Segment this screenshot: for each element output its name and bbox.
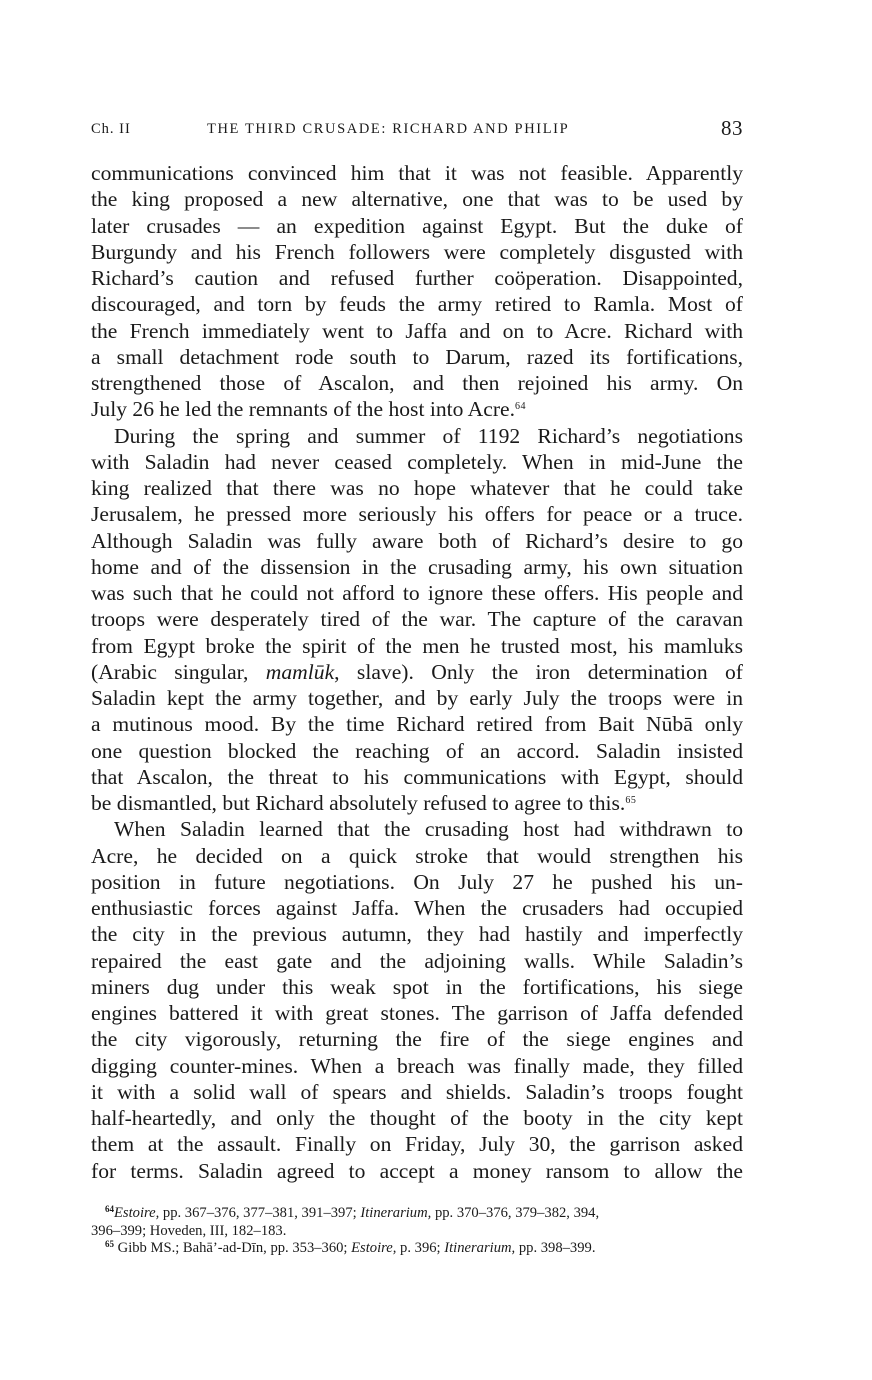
text-line: the city in the previous autumn, they had hastily and imperfectly [91,922,743,947]
text-line: During the spring and summer of 1192 Richard’s negotiations [114,423,743,448]
text-line: strengthened those of Ascalon, and then rejoined his army. On [91,371,743,395]
text-line: Richard’s caution and refused further coöperation. Disappointed, [91,266,743,290]
text-line: digging counter-mines. When a breach was finally made, they filled [91,1053,743,1078]
text-line: Acre, he decided on a quick stroke that would strengthen his [91,843,743,868]
citation-text: pp. 398–399. [515,1240,596,1256]
footnote-number: 65 [105,1239,114,1249]
text-line: that Ascalon, the threat to his communications with Egypt, should [91,764,743,789]
citation-text: Gibb MS.; Bahā’-ad-Dīn, pp. 353–360; [114,1240,352,1256]
source-title: Itinerarium, [360,1205,432,1221]
text-line: communications convinced him that it was not feasible. Apparently [91,161,743,185]
text-line: was such that he could not afford to ignore these offers. His people and [91,581,743,605]
text-line: the city vigorously, returning the fire of the siege engines and [91,1027,743,1052]
text-line: later crusades — an expedition against Egypt. But the duke of [91,213,743,238]
footnote-ref-65[interactable]: 65 [625,795,637,806]
text-line [91,790,743,816]
text-line [91,659,743,685]
text-line: repaired the east gate and the adjoining walls. While Saladin’s [91,948,743,973]
text-line: it with a solid wall of spears and shields. Saladin’s troops fought [91,1079,743,1104]
footnote-64 [91,1205,743,1223]
text-line: Jerusalem, he pressed more seriously his offers for peace or a truce. [91,502,743,527]
citation-text: pp. 367–376, 377–381, 391–397; [159,1205,361,1221]
text-line-content: July 26 he led the remnants of the host into Acre. [91,397,515,422]
main-text [91,160,743,1184]
text-line: enthusiastic forces against Jaffa. When the crusaders had occupied [91,896,743,920]
text-line [91,396,743,422]
text-line: a small detachment rode south to Darum, razed its fortifications, [91,344,743,369]
text-line-content: be dismantled, but Richard absolutely refused to agree to this. [91,791,626,815]
source-title: Estoire, [351,1240,397,1256]
text-line: position in future negotiations. On July 27 he pushed his un- [91,869,743,894]
text-line: miners dug under this weak spot in the fortifications, his siege [91,974,743,999]
text-line: discouraged, and torn by feuds the army retired to Ramla. Most of [91,292,743,317]
footnote-64-continuation: 396–399; Hoveden, III, 182–183. [91,1222,287,1239]
chapter-label: Ch. II [91,121,131,137]
running-title: THE THIRD CRUSADE: RICHARD AND PHILIP [207,121,570,137]
footnotes [91,1205,743,1258]
text-line: them at the assault. Finally on Friday, July 30, the garrison asked [91,1132,743,1157]
paragraph-1 [91,160,743,423]
citation-text: pp. 370–376, 379–382, 394, [431,1205,600,1221]
text-line: the French immediately went to Jaffa and on to Acre. Richard with [91,318,743,343]
text-line: troops were desperately tired of the war. The capture of the caravan [91,607,743,632]
text-line: Burgundy and his French followers were completely disgusted with [91,239,743,264]
citation-text: p. 396; [396,1240,445,1256]
text-line: king realized that there was no hope whatever that he could take [91,476,743,500]
text-line: home and of the dissension in the crusading army, his own situation [91,554,743,579]
text-line: the king proposed a new alternative, one that was to be used by [91,187,743,212]
text-line: Although Saladin was fully aware both of Richard’s desire to go [91,528,743,553]
footnote-number: 64 [105,1204,114,1214]
italic-term: mamlūk [265,659,335,684]
source-title: Itinerarium, [444,1240,516,1256]
text-line: Saladin kept the army together, and by early July the troops were in [91,686,743,710]
text-line: engines battered it with great stones. The garrison of Jaffa defended [91,1001,743,1025]
text-line: half-heartedly, and only the thought of the booty in the city kept [91,1106,743,1130]
text-line: When Saladin learned that the crusading host had withdrawn to [114,817,743,842]
text-line: for terms. Saladin agreed to accept a money ransom to allow the [91,1158,743,1183]
footnote-65 [91,1240,743,1258]
text-line: one question blocked the reaching of an accord. Saladin insisted [91,738,743,763]
running-header [91,118,743,140]
source-title: Estoire, [114,1205,160,1221]
text-line: with Saladin had never ceased completely. When in mid-June the [91,449,743,474]
text-line: a mutinous mood. By the time Richard retired from Bait Nūbā only [91,712,743,737]
text-segment: (Arabic singular, [91,659,266,684]
paragraph-3 [91,816,743,1184]
text-segment: , slave). Only the iron determination of [334,659,743,684]
paragraph-2 [91,423,743,817]
footnote-ref-64[interactable]: 64 [515,401,526,413]
text-line: from Egypt broke the spirit of the men he trusted most, his mamluks [91,633,743,658]
page-number: 83 [721,116,743,140]
